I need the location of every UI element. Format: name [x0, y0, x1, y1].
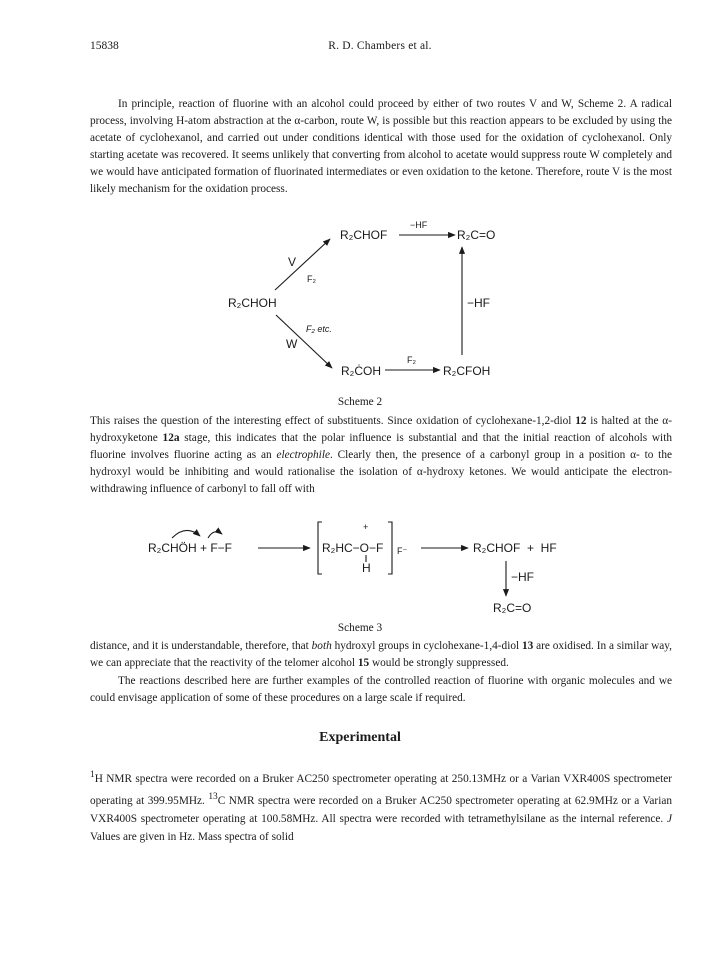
- scheme2-top-product: R₂CHOF: [340, 228, 388, 242]
- scheme2-top-arrow-label: −HF: [410, 220, 428, 230]
- page-number: 15838: [90, 40, 119, 52]
- text-segment: . Clearly then, the presence of a carbonyl group in a position α- to the hydroxyl would be inhibiting and would rationalise the isolation of α-hydroxy ketones. We would anticipate the electron-withdrawing influence of carbonyl to fall off with: [90, 449, 672, 495]
- scheme3-curved-arrow-1: [172, 530, 200, 538]
- paragraph-routes: In principle, reaction of fluorine with an alcohol could proceed by either of two routes V and W, Scheme 2. A radical process, involving H-atom abstraction at the α-carbon, route W, is possible but this reaction appears to be excluded by using the acetate of cyclohexanol, and carried out under conditions identical with those used for the oxidation of cyclohexanol. Only starting acetate was recovered. It seems unlikely that converting from alcohol to acetate would suppress route W completely and we would have anticipated formation of fluorinated intermediates or even oxidation to the ketone. Therefore, route V is the most likely mechanism for the oxidation process.: [90, 98, 672, 195]
- superscript-1: 1: [90, 770, 95, 780]
- scheme3-intermediate-h: H: [362, 561, 371, 575]
- paragraph-experimental: [90, 766, 672, 846]
- scheme2-bottom-arrow-label: F₂: [407, 355, 416, 365]
- text-segment: This raises the question of the interesting effect of substituents. Since oxidation of cyclohexane-1,2-diol: [90, 415, 576, 427]
- scheme2-route-v-reagent: F₂: [307, 274, 316, 284]
- scheme3-intermediate: R₂HC−O−F: [322, 541, 384, 555]
- compound-12: 12: [575, 415, 587, 427]
- text-segment: distance, and it is understandable, therefore, that: [90, 640, 312, 652]
- paragraph-diols: [90, 638, 672, 672]
- text-segment: Values are given in Hz. Mass spectra of solid: [90, 830, 294, 843]
- running-title: R. D. Chambers et al.: [328, 40, 432, 52]
- scheme3-reactant: R₂CHÖH + F−F: [148, 541, 232, 555]
- scheme2-route-w-arrow: [276, 315, 332, 368]
- scheme2-vertical-label: −HF: [467, 296, 491, 310]
- scheme2-route-w-reagent: F₂ etc.: [306, 324, 332, 334]
- scheme-2-diagram: [0, 215, 720, 390]
- scheme3-curved-arrow-2: [208, 532, 222, 538]
- compound-15: 15: [357, 657, 370, 669]
- scheme-2-caption: Scheme 2: [337, 396, 383, 408]
- scheme2-route-v-label: V: [288, 255, 297, 269]
- text-segment: would be strongly suppressed.: [369, 657, 509, 669]
- superscript-13: 13: [208, 791, 218, 802]
- scheme2-fluorinated: R₂CFOH: [443, 364, 491, 378]
- scheme-3-caption: Scheme 3: [337, 622, 383, 634]
- scheme3-counter-ion: F⁻: [397, 546, 408, 556]
- section-heading-experimental: Experimental: [319, 730, 401, 745]
- scheme3-ketone: R₂C=O: [493, 601, 532, 615]
- compound-13: 13: [521, 640, 534, 652]
- italic-electrophile: electrophile: [276, 449, 330, 461]
- scheme2-start: R₂CHOH: [228, 296, 277, 310]
- paragraph-substituents: [90, 413, 672, 498]
- scheme2-route-w-label: W: [286, 337, 298, 351]
- scheme3-plus-charge: +: [363, 522, 369, 532]
- scheme2-ketone: R₂C=O: [457, 228, 496, 242]
- scheme3-vertical-label: −HF: [511, 570, 535, 584]
- compound-12a: 12a: [162, 432, 180, 444]
- text-segment: stage, this indicates that the polar influence is substantial and that the initial reaction of alcohols with fluorine involves fluorine acting as an: [90, 432, 672, 461]
- text-segment: H NMR spectra were recorded on a Bruker AC250 spectrometer operating at 250.13MHz or a Varian VXR400S spectrometer operating at 399.95MHz.: [90, 772, 672, 807]
- text-segment: is halted at the α-hydroxyketone: [90, 415, 672, 444]
- page-header: [90, 40, 670, 60]
- scheme2-radical: R₂ĊOH: [341, 364, 381, 378]
- scheme-3-diagram: [0, 508, 720, 618]
- scheme3-bracket-right: [388, 522, 392, 574]
- scheme3-products: R₂CHOF + HF: [473, 541, 557, 555]
- scheme2-route-v-arrow: [275, 239, 330, 290]
- text-segment: C NMR spectra were recorded on a Bruker AC250 spectrometer operating at 62.9MHz or a Varian VXR400S spectrometer operating at 100.58MHz. All spectra were recorded with tetramethylsilane as the internal reference.: [90, 794, 672, 825]
- italic-both: both: [311, 640, 332, 652]
- paragraph-conclusion: The reactions described here are further examples of the controlled reaction of fluorine with organic molecules and we could envisage application of some of these procedures on a large scale if required.: [90, 675, 672, 704]
- text-segment: hydroxyl groups in cyclohexane-1,4-diol: [331, 640, 522, 652]
- italic-j: J: [666, 812, 672, 825]
- text-segment: are oxidised. In a similar way, we can appreciate that the reactivity of the telomer alcohol: [90, 640, 672, 669]
